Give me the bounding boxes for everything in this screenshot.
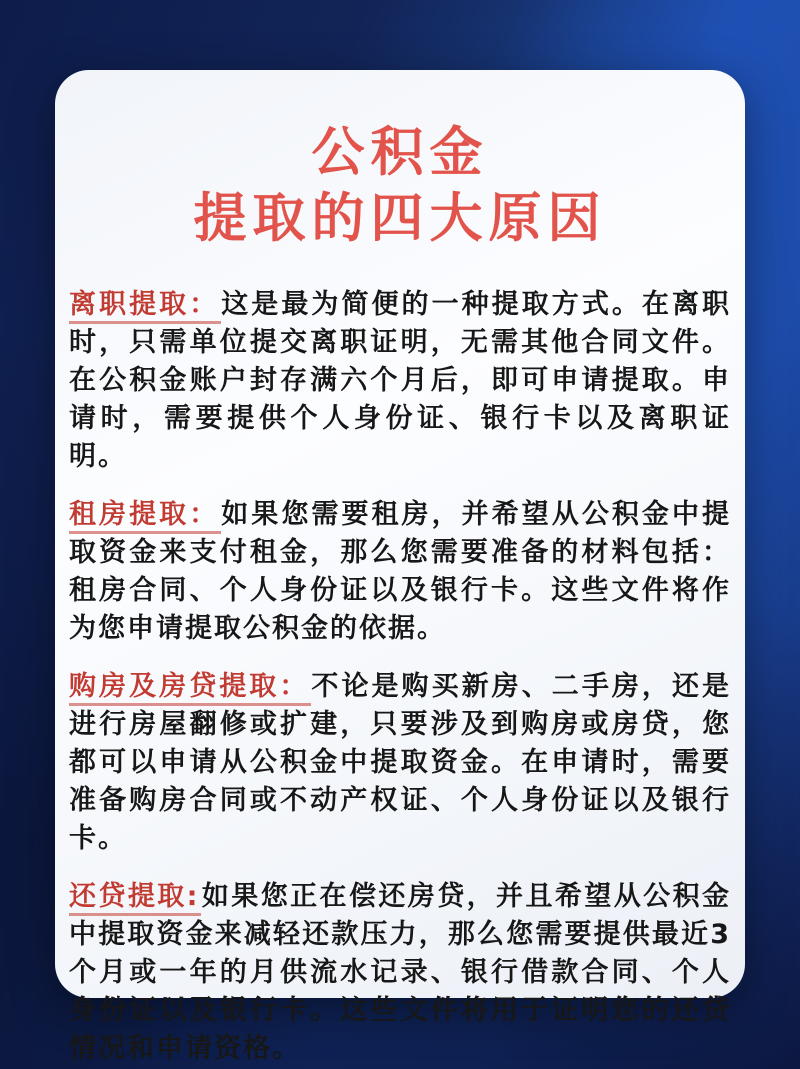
section-heading-purchase-and-loan: 购房及房贷提取： bbox=[69, 671, 311, 706]
title-line-1: 公积金 bbox=[311, 122, 489, 183]
page-title bbox=[69, 120, 731, 252]
section-body-purchase-and-loan: 不论是购买新房、二手房，还是进行房屋翻修或扩建，只要涉及到购房或房贷，您都可以申请从公积金中提取资金。在申请时，需要准备购房合同或不动产权证、个人身份证以及银行卡。 bbox=[69, 671, 732, 854]
section-body-rental: 如果您需要租房，并希望从公积金中提取资金来支付租金，那么您需要准备的材料包括：租房合同、个人身份证以及银行卡。这些文件将作为您申请提取公积金的依据。 bbox=[69, 499, 732, 644]
section-resignation-withdrawal bbox=[69, 286, 731, 476]
title-line-2: 提取的四大原因 bbox=[193, 188, 607, 249]
section-heading-loan-repayment: 还贷提取: bbox=[69, 881, 201, 916]
content-card bbox=[55, 70, 745, 1064]
section-body-resignation: 这是最为简便的一种提取方式。在离职时，只需单位提交离职证明，无需其他合同文件。在公积金账户封存满六个月后，即可申请提取。申请时，需要提供个人身份证、银行卡以及离职证明。 bbox=[69, 289, 732, 472]
section-body-loan-repayment: 如果您正在偿还房贷，并且希望从公积金中提取资金来减轻还款压力，那么您需要提供最近3个月或一年的月供流水记录、银行借款合同、个人身份证以及银行卡。这些文件将用于证明您的还贷情况和申请资格。 bbox=[69, 881, 731, 1064]
section-heading-rental: 租房提取： bbox=[69, 499, 221, 534]
section-loan-repayment-withdrawal bbox=[69, 878, 731, 1068]
section-purchase-and-loan-withdrawal bbox=[69, 668, 731, 858]
section-rental-withdrawal bbox=[69, 496, 731, 648]
section-heading-resignation: 离职提取： bbox=[69, 289, 221, 324]
